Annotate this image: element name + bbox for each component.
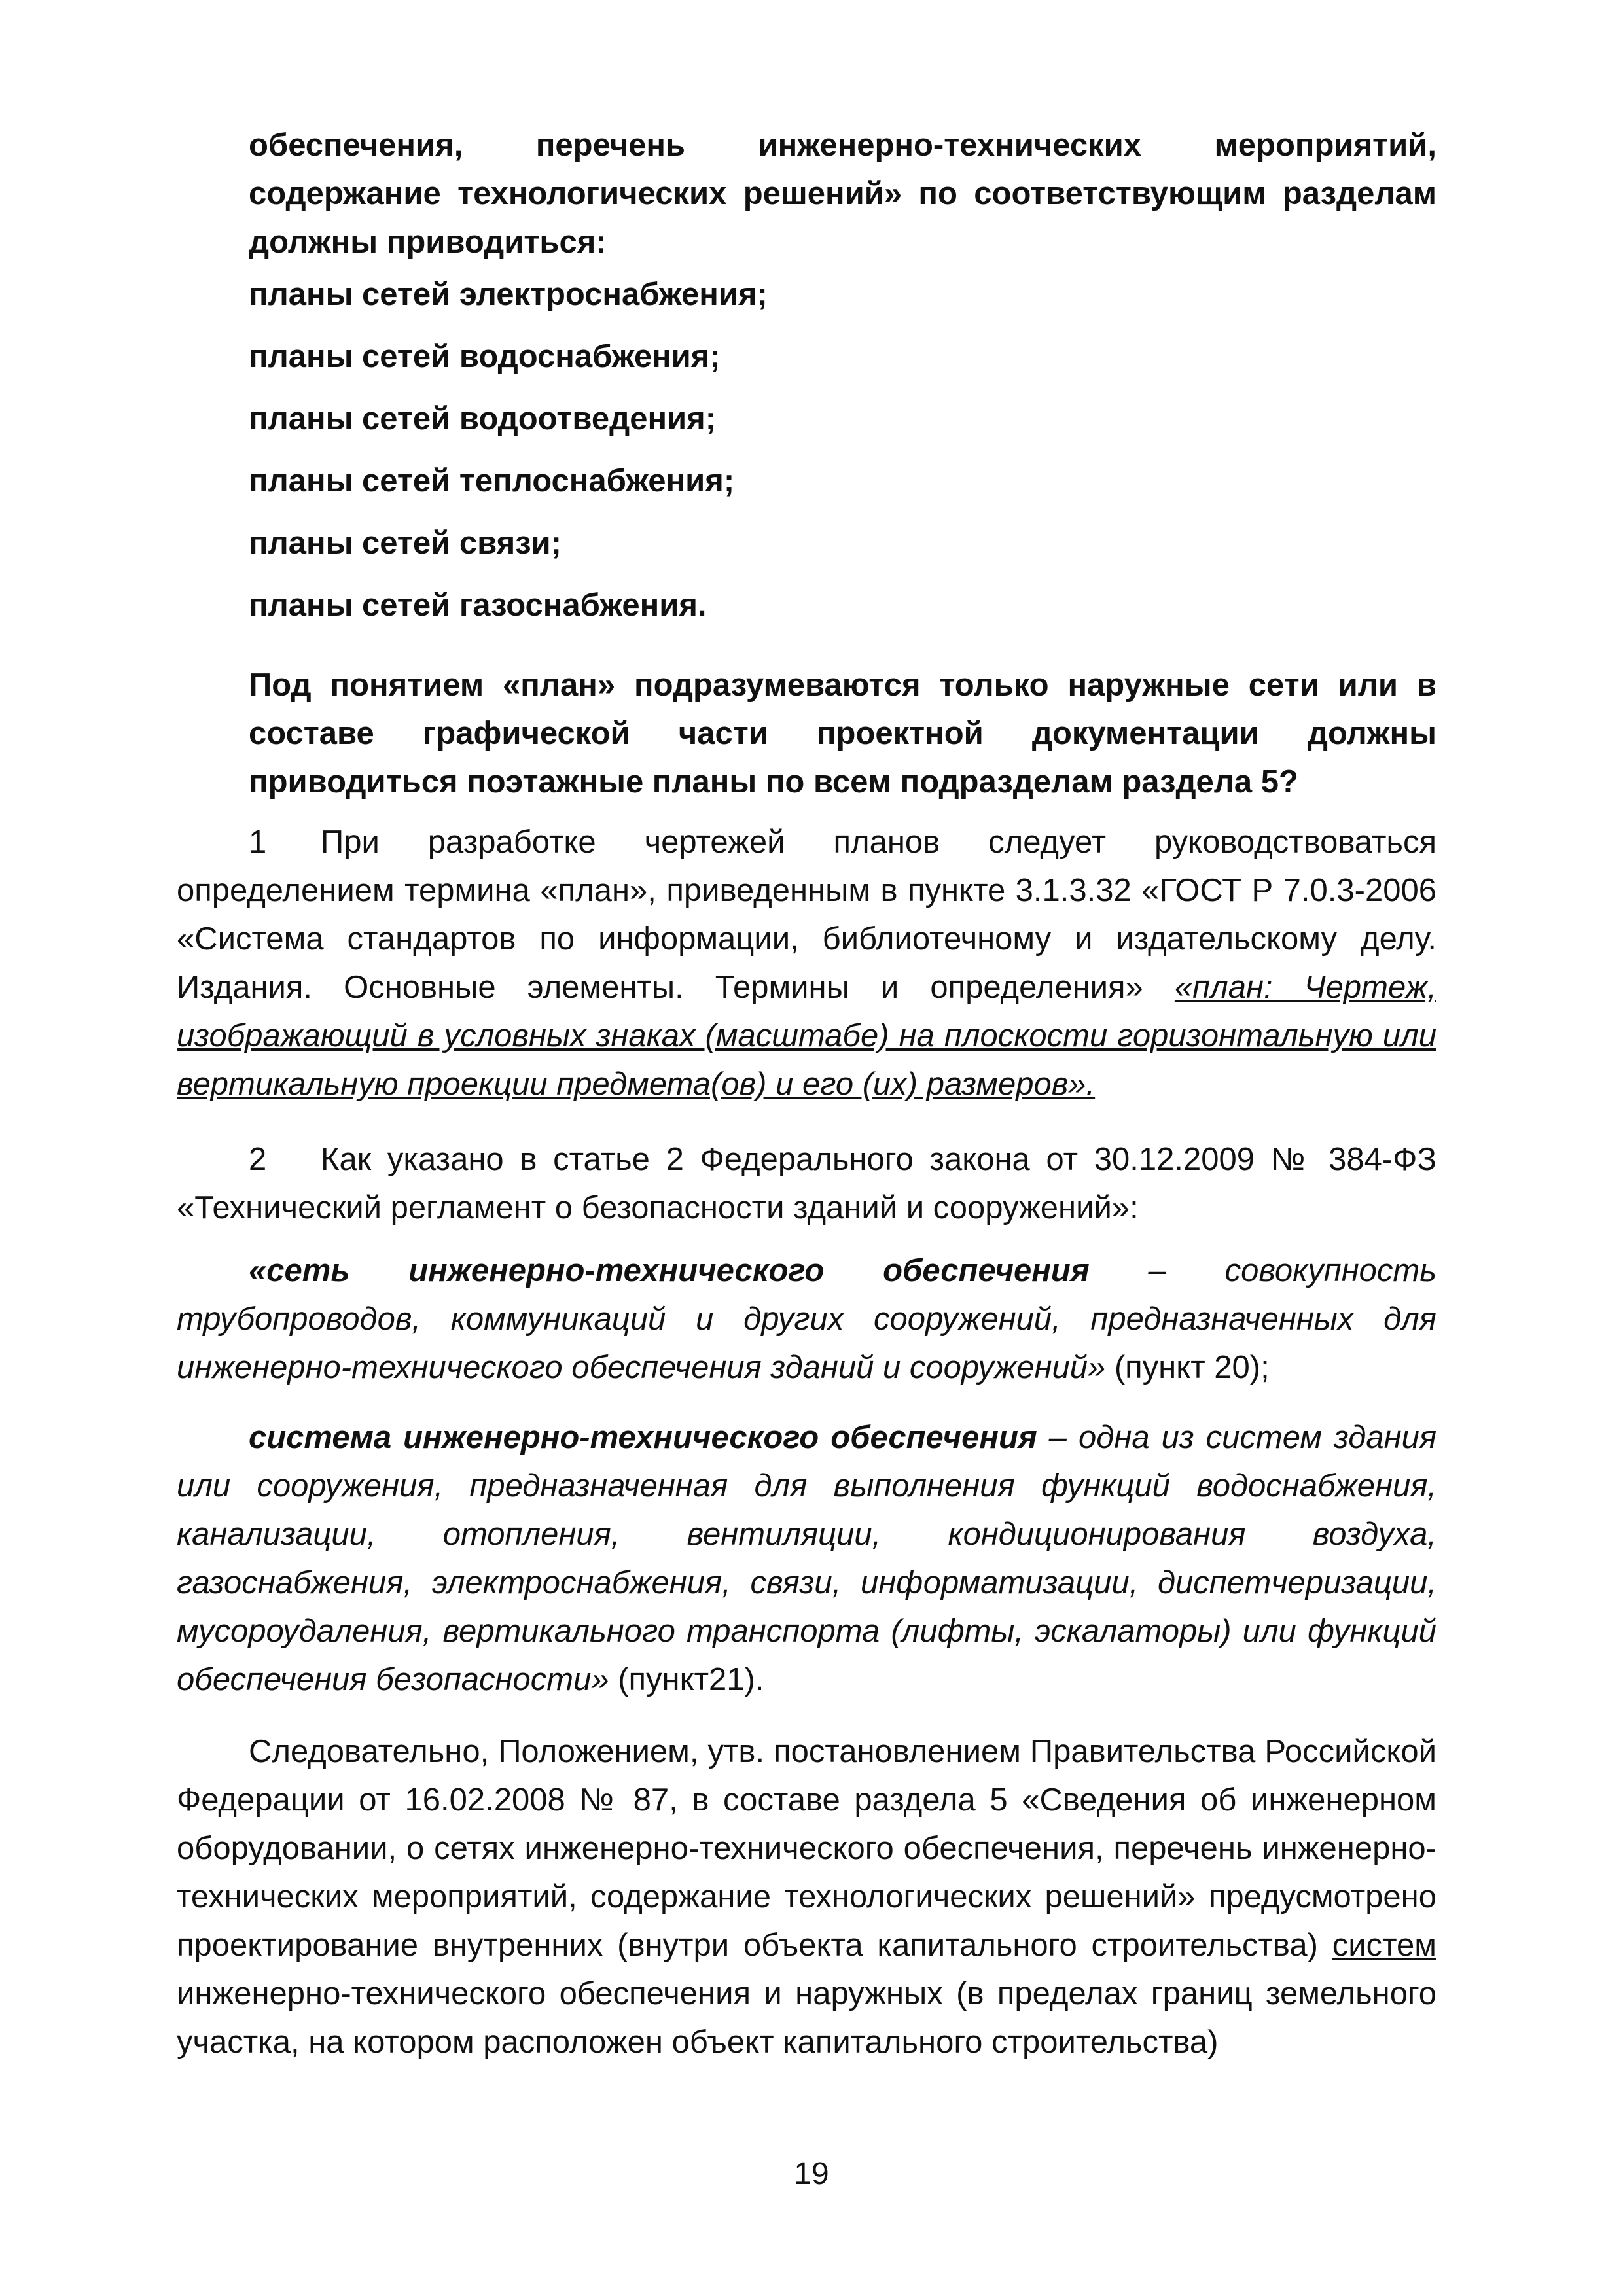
plan-definition-quote: «план: Чертеж, изображающий в условных знаках (масштабе) на плоскости горизонтальную или вертикальную проекции предмета(ов) и его (их) размеров». <box>177 970 1436 1102</box>
plan-item: планы сетей теплоснабжения; <box>249 463 735 499</box>
answer-number: 2 <box>249 1142 267 1177</box>
definition-reference: (пункт21). <box>609 1662 764 1697</box>
intro-paragraph <box>249 121 1436 266</box>
plan-item: планы сетей водоотведения; <box>249 401 717 436</box>
definition-system <box>177 1413 1436 1704</box>
intro-text: обеспечения, перечень инженерно-технических мероприятий, содержание технологических решений» по соответствующим разделам должны приводиться: <box>249 128 1436 260</box>
answer-paragraph-2 <box>177 1135 1436 1232</box>
definition-body: – одна из систем здания или сооружения, предназначенная для выполнения функций водоснабжения, канализации, отопления, вентиляции, кондиционирования воздуха, газоснабжения, электроснабжения, связи, информатизации, диспетчеризации, мусороудаления, вертикального транспорта (лифты, эскалаторы) или функций обеспечения безопасности» <box>177 1420 1436 1697</box>
answer-number: 1 <box>249 824 267 860</box>
conclusion-text-end: инженерно-технического обеспечения и наружных (в пределах границ земельного участка, на котором расположен объект капитального строительства) <box>177 1976 1436 2060</box>
conclusion-paragraph <box>177 1727 1436 2066</box>
definition-term: «сеть инженерно-технического обеспечения <box>249 1253 1090 1288</box>
plan-item: планы сетей связи; <box>249 525 562 561</box>
definition-reference: (пункт 20); <box>1105 1350 1270 1385</box>
plan-item: планы сетей газоснабжения. <box>249 588 707 623</box>
plan-item: планы сетей электроснабжения; <box>249 277 768 312</box>
definition-term: система инженерно-технического обеспечения <box>249 1420 1037 1455</box>
plan-item: планы сетей водоснабжения; <box>249 339 721 374</box>
answer-text: При разработке чертежей планов следует руководствоваться определением термина «план», приведенным в пункте 3.1.3.32 «ГОСТ Р 7.0.3-2006 «Система стандартов по информации, библиотечному и издательскому делу. Издания. Основные элементы. Термины и определения» <box>177 824 1436 1005</box>
conclusion-underlined-term: систем <box>1332 1928 1436 1963</box>
question-text: Под понятием «план» подразумеваются только наружные сети или в составе графической части проектной документации должны приводиться поэтажные планы по всем подразделам раздела 5? <box>249 667 1436 800</box>
conclusion-text: Следовательно, Положением, утв. постановлением Правительства Российской Федерации от 16.02.2008 № 87, в составе раздела 5 «Сведения об инженерном оборудовании, о сетях инженерно-технического обеспечения, перечень инженерно-технических мероприятий, содержание технологических решений» предусмотрено проектирование внутренних (внутри объекта капитального строительства) <box>177 1734 1436 1963</box>
definition-network <box>177 1246 1436 1392</box>
answer-text: Как указано в статье 2 Федерального закона от 30.12.2009 № 384-ФЗ «Технический регламент о безопасности зданий и сооружений»: <box>177 1142 1436 1226</box>
question-paragraph <box>249 661 1436 806</box>
page-number: 19 <box>794 2157 829 2191</box>
answer-paragraph-1 <box>177 818 1436 1108</box>
definition-body: – совокупность трубопроводов, коммуникаций и других сооружений, предназначенных для инженерно-технического обеспечения зданий и сооружений» <box>177 1253 1436 1385</box>
